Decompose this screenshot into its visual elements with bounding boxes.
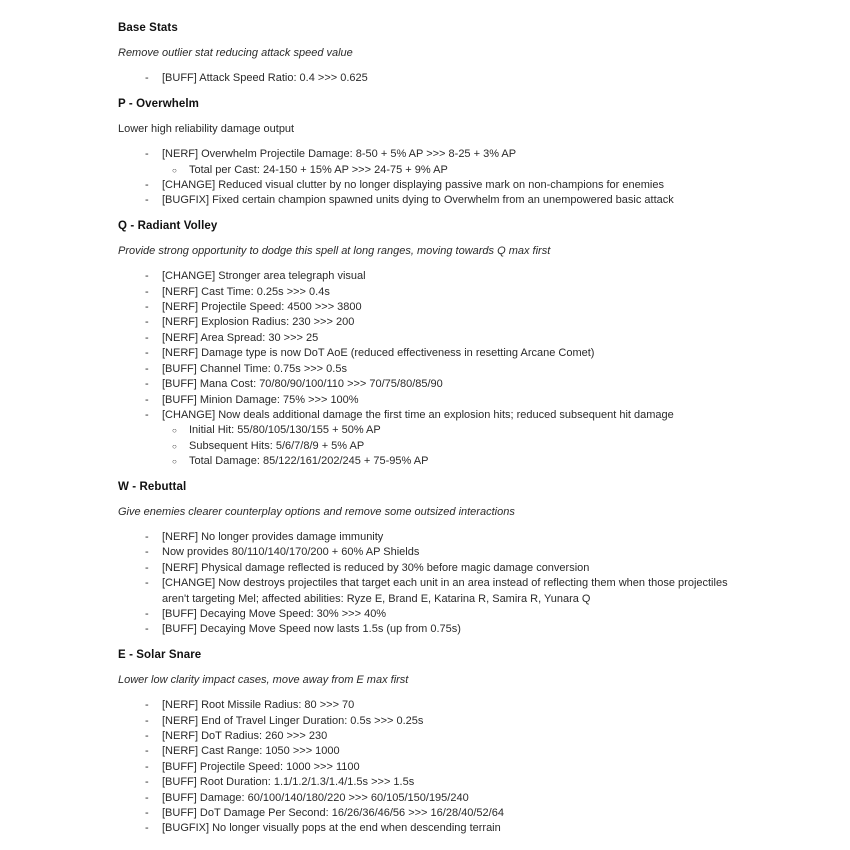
bullet-text: [NERF] Overwhelm Projectile Damage: 8-50 + 5% AP >>> 8-25 + 3% AP (162, 148, 517, 161)
bullet-item (118, 193, 746, 208)
bullet-text: Total Damage: 85/122/161/202/245 + 75-95% AP (189, 455, 429, 468)
dash-bullet-icon: - (145, 745, 149, 758)
dash-bullet-icon: - (145, 607, 149, 620)
bullet-text: Subsequent Hits: 5/6/7/8/9 + 5% AP (189, 439, 365, 452)
dash-bullet-icon: - (145, 270, 149, 283)
circle-bullet-icon: ○ (172, 441, 177, 451)
dash-bullet-icon: - (145, 699, 149, 712)
section-heading: E - Solar Snare (118, 648, 202, 661)
section-summary: Lower high reliability damage output (118, 122, 295, 135)
section-heading: Q - Radiant Volley (118, 219, 218, 232)
bullet-item (118, 775, 746, 790)
bullet-item (118, 71, 746, 86)
bullet-item (118, 698, 746, 713)
dash-bullet-icon: - (145, 148, 149, 161)
bullet-list (118, 530, 746, 638)
dash-bullet-icon: - (145, 194, 149, 207)
dash-bullet-icon: - (145, 791, 149, 804)
section-summary: Provide strong opportunity to dodge this spell at long ranges, moving towards Q max first (118, 244, 551, 257)
dash-bullet-icon: - (145, 807, 149, 820)
bullet-text: [BUFF] Damage: 60/100/140/180/220 >>> 60/105/150/195/240 (162, 791, 469, 804)
patch-section (118, 480, 746, 638)
dash-bullet-icon: - (145, 378, 149, 391)
bullet-item (118, 607, 746, 622)
section-summary: Give enemies clearer counterplay options and remove some outsized interactions (118, 505, 515, 518)
bullet-text: Total per Cast: 24-150 + 15% AP >>> 24-75 + 9% AP (189, 163, 448, 176)
bullet-text: [BUFF] Projectile Speed: 1000 >>> 1100 (162, 760, 360, 773)
bullet-item (118, 362, 746, 377)
dash-bullet-icon: - (145, 301, 149, 314)
dash-bullet-icon: - (145, 530, 149, 543)
dash-bullet-icon: - (145, 561, 149, 574)
bullet-text: [NERF] Cast Time: 0.25s >>> 0.4s (162, 285, 330, 298)
bullet-text: [NERF] End of Travel Linger Duration: 0.5s >>> 0.25s (162, 714, 424, 727)
bullet-text: [NERF] Cast Range: 1050 >>> 1000 (162, 745, 340, 758)
patch-section (118, 219, 746, 470)
dash-bullet-icon: - (145, 760, 149, 773)
section-heading: P - Overwhelm (118, 97, 199, 110)
bullet-text: [BUFF] DoT Damage Per Second: 16/26/36/46/56 >>> 16/28/40/52/64 (162, 807, 504, 820)
dash-bullet-icon: - (145, 730, 149, 742)
bullet-item (118, 545, 746, 560)
dash-bullet-icon: - (145, 714, 149, 727)
bullet-text: [BUFF] Channel Time: 0.75s >>> 0.5s (162, 362, 347, 375)
dash-bullet-icon: - (145, 362, 149, 375)
bullet-item (118, 821, 746, 836)
dash-bullet-icon: - (145, 822, 149, 835)
dash-bullet-icon: - (145, 393, 149, 406)
bullet-text: [CHANGE] Reduced visual clutter by no longer displaying passive mark on non-champions for enemies (162, 179, 664, 192)
bullet-item (118, 377, 746, 392)
bullet-text: [CHANGE] Stronger area telegraph visual (162, 270, 366, 283)
dash-bullet-icon: - (145, 72, 149, 85)
bullet-item (118, 806, 746, 821)
bullet-item (118, 178, 746, 193)
bullet-text: [NERF] No longer provides damage immunity (162, 530, 384, 543)
section-heading: Base Stats (118, 22, 178, 34)
bullet-text: [NERF] Explosion Radius: 230 >>> 200 (162, 316, 355, 329)
bullet-item (118, 285, 746, 300)
bullet-list (118, 698, 746, 837)
section-summary: Remove outlier stat reducing attack speed value (118, 47, 353, 59)
bullet-text: [BUFF] Attack Speed Ratio: 0.4 >>> 0.625 (162, 72, 368, 85)
dash-bullet-icon: - (145, 347, 149, 360)
bullet-item (118, 300, 746, 315)
bullet-item (118, 423, 746, 438)
bullet-item (118, 760, 746, 775)
dash-bullet-icon: - (145, 408, 149, 421)
bullet-item (118, 791, 746, 806)
dash-bullet-icon: - (145, 285, 149, 298)
patch-section (118, 648, 746, 837)
circle-bullet-icon: ○ (172, 165, 177, 175)
bullet-text: [NERF] Projectile Speed: 4500 >>> 3800 (162, 301, 362, 314)
bullet-text: [BUFF] Decaying Move Speed now lasts 1.5s (up from 0.75s) (162, 623, 461, 636)
bullet-text: [BUGFIX] Fixed certain champion spawned units dying to Overwhelm from an unempowered basic attack (162, 194, 674, 207)
bullet-list (118, 147, 746, 209)
dash-bullet-icon: - (145, 316, 149, 329)
bullet-item (118, 408, 746, 423)
bullet-item (118, 729, 746, 744)
bullet-item (118, 147, 746, 162)
dash-bullet-icon: - (145, 331, 149, 344)
dash-bullet-icon: - (145, 179, 149, 192)
circle-bullet-icon: ○ (172, 457, 177, 467)
bullet-list (118, 71, 746, 86)
bullet-text: [BUGFIX] No longer visually pops at the end when descending terrain (162, 822, 501, 835)
bullet-text: [NERF] Area Spread: 30 >>> 25 (162, 331, 319, 344)
bullet-text: [NERF] Damage type is now DoT AoE (reduced effectiveness in resetting Arcane Comet) (162, 347, 595, 360)
bullet-text: [NERF] DoT Radius: 260 >>> 230 (162, 730, 328, 742)
section-summary: Lower low clarity impact cases, move away from E max first (118, 673, 409, 686)
bullet-text: Now provides 80/110/140/170/200 + 60% AP Shields (162, 546, 420, 559)
patch-section (118, 97, 746, 209)
dash-bullet-icon: - (145, 546, 149, 559)
bullet-list (118, 269, 746, 469)
bullet-item (118, 393, 746, 408)
bullet-item (118, 576, 746, 607)
bullet-text: [BUFF] Root Duration: 1.1/1.2/1.3/1.4/1.5s >>> 1.5s (162, 776, 415, 789)
bullet-item (118, 530, 746, 545)
bullet-text: [CHANGE] Now destroys projectiles that target each unit in an area instead of reflecting them when those projectiles aren't targeting Mel; affected abilities: Ryze E, Brand E, Katarina R, Samira R, Yunara Q (162, 577, 728, 605)
dash-bullet-icon: - (145, 776, 149, 789)
bullet-text: [CHANGE] Now deals additional damage the first time an explosion hits; reduced subsequent hit damage (162, 408, 674, 421)
bullet-text: [NERF] Physical damage reflected is reduced by 30% before magic damage conversion (162, 561, 590, 574)
bullet-item (118, 454, 746, 469)
bullet-item (118, 269, 746, 284)
bullet-item (118, 439, 746, 454)
patch-section (118, 21, 746, 87)
circle-bullet-icon: ○ (172, 426, 177, 436)
bullet-item (118, 744, 746, 759)
bullet-item (118, 622, 746, 637)
bullet-item (118, 315, 746, 330)
bullet-text: Initial Hit: 55/80/105/130/155 + 50% AP (189, 424, 381, 437)
bullet-text: [BUFF] Decaying Move Speed: 30% >>> 40% (162, 607, 387, 620)
bullet-item (118, 331, 746, 346)
dash-bullet-icon: - (145, 623, 149, 636)
bullet-text: [BUFF] Mana Cost: 70/80/90/100/110 >>> 70/75/80/85/90 (162, 378, 443, 391)
bullet-text: [NERF] Root Missile Radius: 80 >>> 70 (162, 699, 355, 712)
bullet-item (118, 561, 746, 576)
section-heading: W - Rebuttal (118, 480, 187, 493)
bullet-item (118, 163, 746, 178)
bullet-text: [BUFF] Minion Damage: 75% >>> 100% (162, 393, 359, 406)
dash-bullet-icon: - (145, 577, 149, 590)
bullet-item (118, 714, 746, 729)
bullet-item (118, 346, 746, 361)
